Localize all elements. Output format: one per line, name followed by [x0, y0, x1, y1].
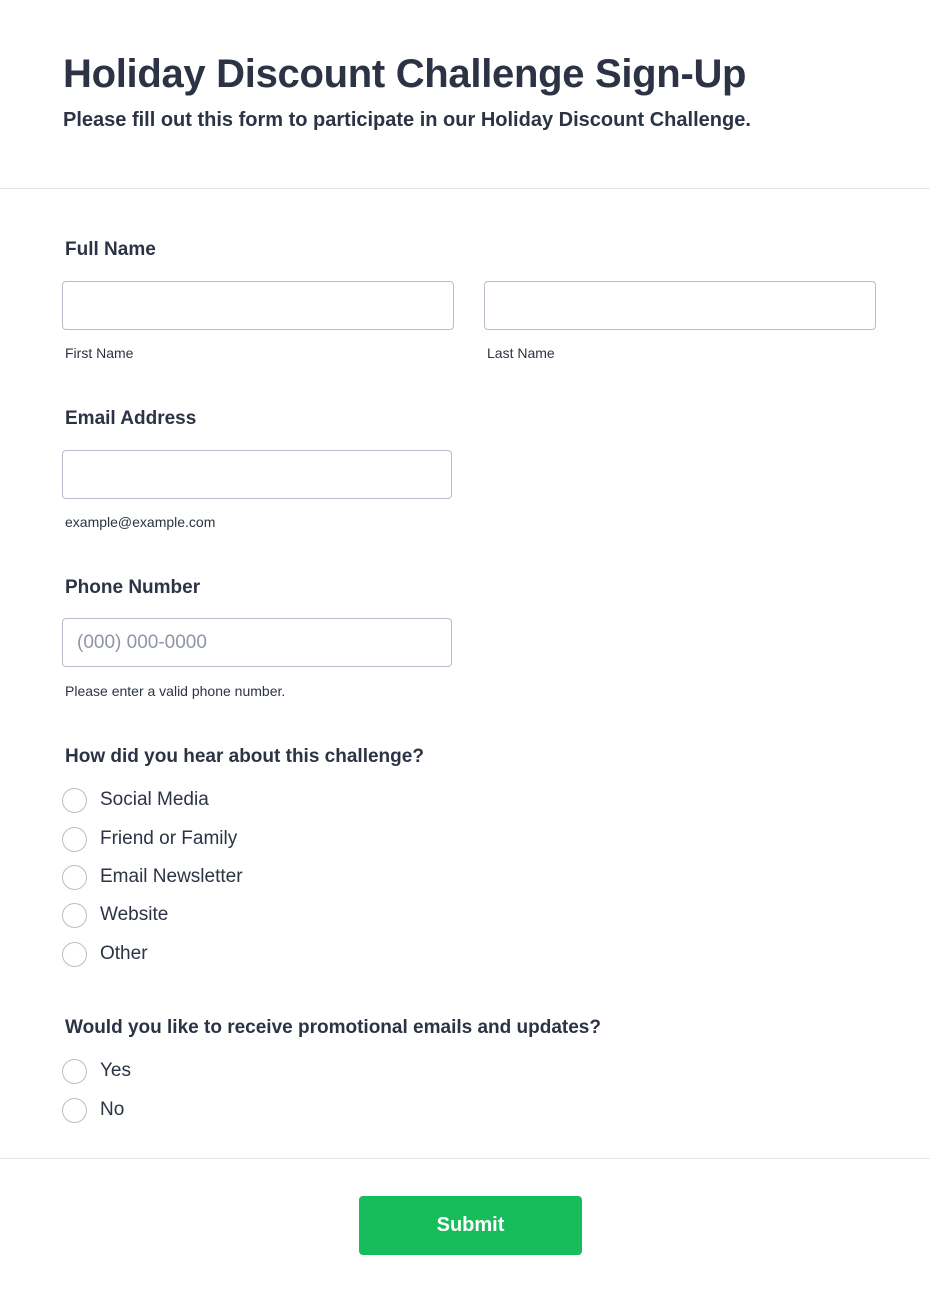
submit-button[interactable]: Submit: [359, 1196, 582, 1255]
radio-button[interactable]: [62, 865, 87, 890]
footer-divider: [0, 1158, 930, 1159]
radio-label: Website: [100, 904, 169, 925]
radio-label: No: [100, 1099, 125, 1120]
radio-label: Other: [100, 943, 148, 964]
radio-button[interactable]: [62, 903, 87, 928]
last-name-input[interactable]: [484, 281, 876, 330]
first-name-sublabel: First Name: [65, 345, 134, 361]
form-subtitle: Please fill out this form to participate in our Holiday Discount Challenge.: [63, 109, 751, 131]
radio-option-social-media[interactable]: [62, 787, 209, 813]
radio-label: Email Newsletter: [100, 866, 243, 887]
radio-label: Social Media: [100, 789, 209, 810]
email-label: Email Address: [65, 408, 197, 429]
promo-emails-label: Would you like to receive promotional emails and updates?: [65, 1017, 601, 1038]
radio-button[interactable]: [62, 1059, 87, 1084]
radio-option-friend-or-family[interactable]: [62, 826, 237, 852]
radio-option-other[interactable]: [62, 941, 148, 967]
radio-button[interactable]: [62, 942, 87, 967]
radio-label: Friend or Family: [100, 828, 238, 849]
full-name-label: Full Name: [65, 239, 156, 260]
last-name-sublabel: Last Name: [487, 345, 555, 361]
email-input[interactable]: [62, 450, 452, 499]
radio-option-website[interactable]: [62, 902, 168, 928]
first-name-input[interactable]: [62, 281, 454, 330]
phone-input[interactable]: [62, 618, 452, 667]
email-sublabel: example@example.com: [65, 514, 216, 530]
hear-about-label: How did you hear about this challenge?: [65, 746, 424, 767]
radio-option-yes[interactable]: [62, 1058, 131, 1084]
phone-label: Phone Number: [65, 577, 201, 598]
radio-option-no[interactable]: [62, 1097, 124, 1123]
radio-option-email-newsletter[interactable]: [62, 864, 243, 890]
form-header: [0, 0, 930, 189]
radio-label: Yes: [100, 1060, 131, 1081]
phone-sublabel: Please enter a valid phone number.: [65, 683, 286, 699]
radio-button[interactable]: [62, 788, 87, 813]
radio-button[interactable]: [62, 1098, 87, 1123]
form-title: Holiday Discount Challenge Sign-Up: [63, 52, 747, 96]
radio-button[interactable]: [62, 827, 87, 852]
